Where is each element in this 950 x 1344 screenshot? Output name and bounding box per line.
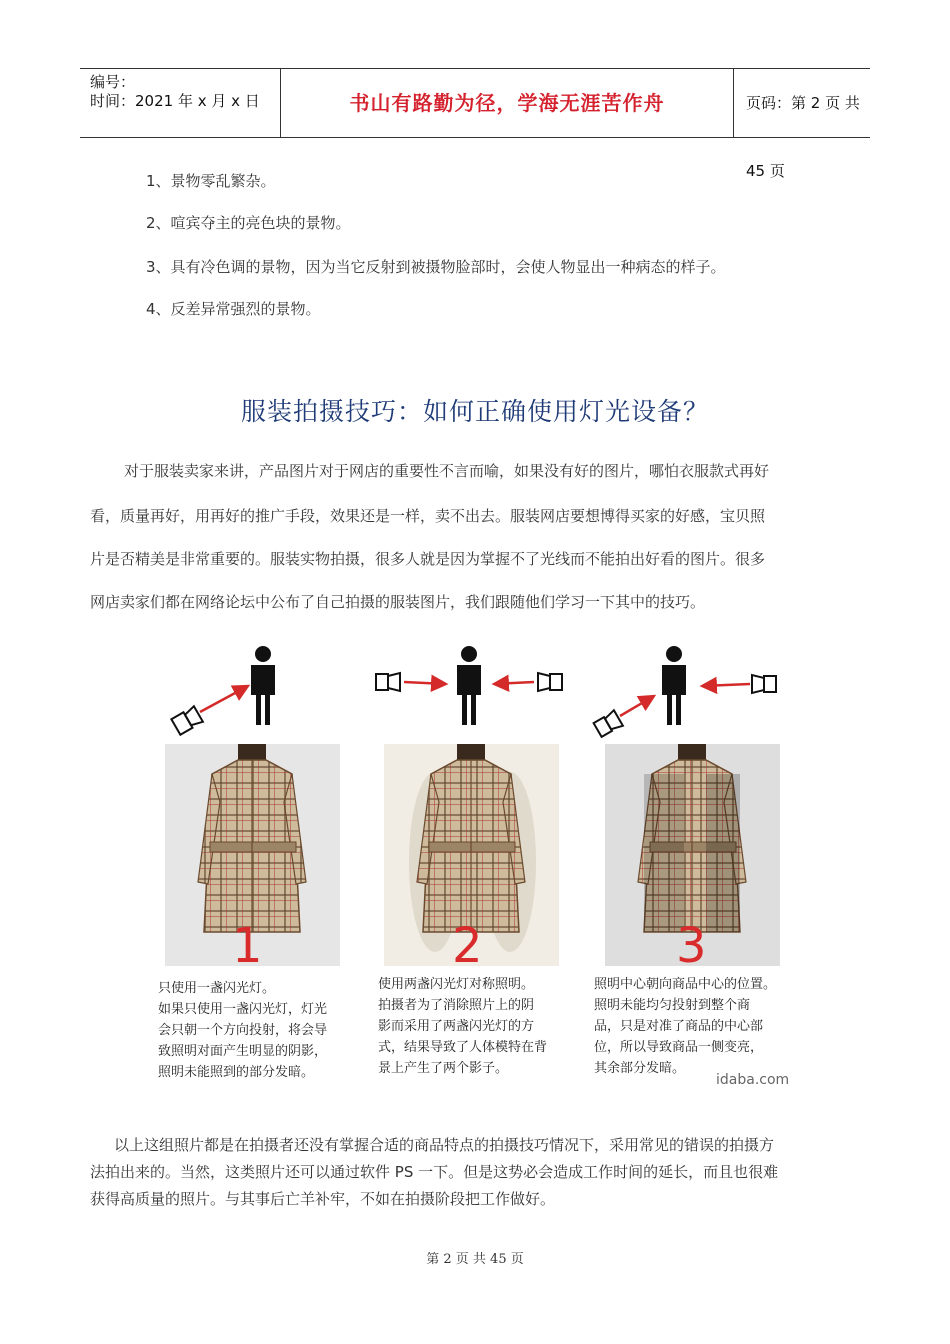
- caption-2: [378, 974, 578, 1079]
- page-info: 页码：第 2 页 共 45 页: [746, 94, 860, 180]
- caption-1: [158, 978, 358, 1083]
- list-item: 4、反差异常强烈的景物。: [146, 300, 321, 318]
- date-label: 时间：2021 年 x 月 x 日: [90, 92, 260, 110]
- paragraph-line: 网店卖家们都在网络论坛中公布了自己拍摄的服装图片，我们跟随他们学习一下其中的技巧。: [90, 593, 706, 611]
- watermark: idaba.com: [716, 1072, 790, 1088]
- list-item: 1、景物零乱繁杂。: [146, 172, 276, 190]
- header-page-cell: [734, 69, 870, 180]
- list-item: 3、具有冷色调的景物，因为当它反射到被摄物脸部时，会使人物显出一种病态的样子。: [146, 258, 726, 276]
- page-footer: 第 2 页 共 45 页: [426, 1252, 524, 1267]
- caption-line: 会只朝一个方向投射，将会导: [158, 1023, 328, 1038]
- caption-line: 使用两盏闪光灯对称照明。: [378, 977, 535, 992]
- paragraph-line: 以上这组照片都是在拍摄者还没有掌握合适的商品特点的拍摄技巧情况下，采用常见的错误的拍摄方: [114, 1136, 775, 1154]
- header-meta-cell: [80, 69, 280, 137]
- caption-line: 位，所以导致商品一侧变亮，: [594, 1040, 764, 1055]
- caption-line: 拍摄者为了消除照片上的阴: [378, 998, 535, 1013]
- caption-line: 致照明对面产生明显的阴影，: [158, 1044, 328, 1059]
- paragraph-line: 片是否精美是非常重要的。服装实物拍摄，很多人就是因为掌握不了光线而不能拍出好看的图片。很多: [90, 550, 766, 568]
- paragraph-line: 看，质量再好，用再好的推广手段，效果还是一样，卖不出去。服装网店要想博得买家的好感，宝贝照: [90, 507, 766, 525]
- caption-line: 照明中心朝向商品中心的位置。: [594, 977, 777, 992]
- panel-number: 1: [232, 918, 263, 974]
- panel-number: 3: [676, 918, 707, 974]
- flash-lamp-icon: [538, 673, 562, 691]
- caption-line: 照明未能均匀投射到整个商: [594, 998, 751, 1013]
- header-motto-cell: [280, 69, 734, 137]
- page-header: [80, 68, 870, 180]
- caption-line: 影而采用了两盏闪光灯的方: [378, 1019, 535, 1034]
- flash-lamp-icon: [376, 673, 400, 691]
- section-title: 服装拍摄技巧：如何正确使用灯光设备？: [240, 397, 709, 426]
- number-label: 编号：: [90, 73, 136, 91]
- paragraph-line: 法拍出来的。当然，这类照片还可以通过软件 PS 一下。但是这势必会造成工作时间的延长，而且也很难: [90, 1163, 779, 1181]
- paragraph-line: 对于服装卖家来讲，产品图片对于网店的重要性不言而喻，如果没有好的图片，哪怕衣服款式再好: [124, 462, 770, 480]
- caption-line: 只使用一盏闪光灯。: [158, 981, 276, 996]
- flash-lamp-icon: [171, 706, 203, 735]
- motto: 书山有路勤为径，学海无涯苦作舟: [349, 91, 665, 115]
- flash-lamp-icon: [752, 675, 776, 693]
- caption-line: 品，只是对准了商品的中心部: [594, 1019, 764, 1034]
- caption-line: 式，结果导致了人体模特在背: [378, 1040, 548, 1055]
- caption-3: [594, 974, 806, 1079]
- lighting-figure: [150, 632, 810, 1110]
- list-item: 2、喧宾夺主的亮色块的景物。: [146, 214, 351, 232]
- panel-number: 2: [452, 918, 483, 974]
- caption-line: 其余部分发暗。: [594, 1061, 686, 1076]
- caption-line: 景上产生了两个影子。: [378, 1061, 509, 1076]
- person-icon: [251, 646, 275, 725]
- flash-lamp-icon: [593, 710, 623, 738]
- person-icon: [662, 646, 686, 725]
- person-icon: [457, 646, 481, 725]
- caption-line: 照明未能照到的部分发暗。: [158, 1065, 315, 1080]
- caption-line: 如果只使用一盏闪光灯，灯光: [158, 1002, 328, 1017]
- paragraph-line: 获得高质量的照片。与其事后亡羊补牢，不如在拍摄阶段把工作做好。: [90, 1190, 556, 1208]
